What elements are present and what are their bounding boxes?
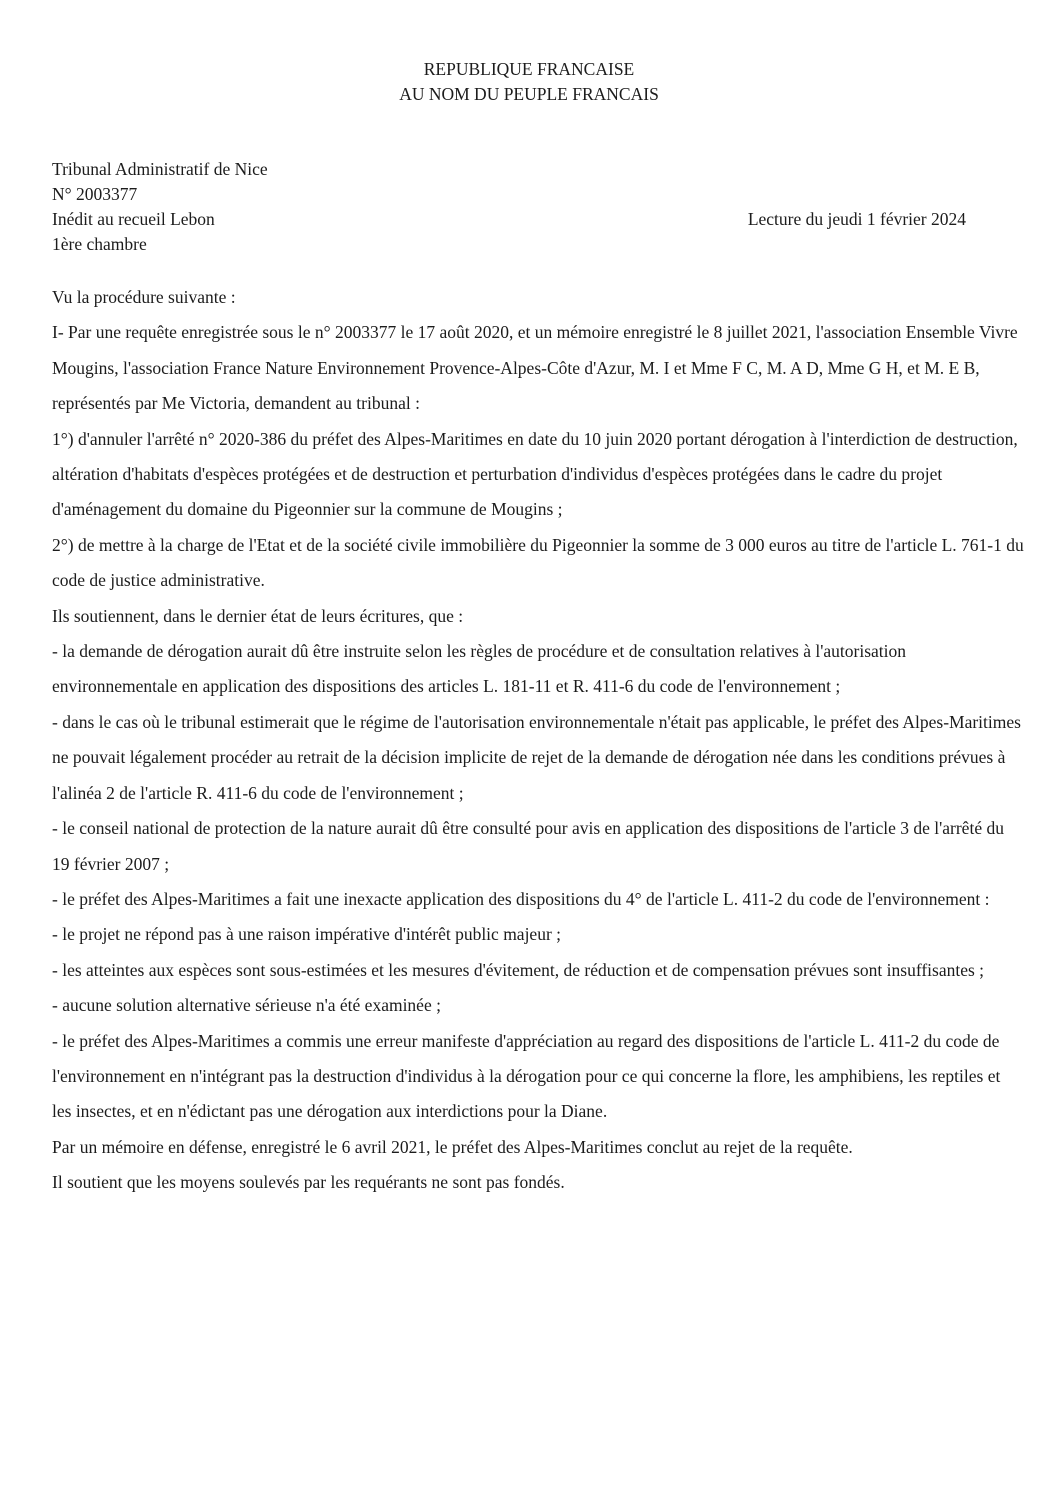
body-paragraph: Il soutient que les moyens soulevés par les requérants ne sont pas fondés. [52, 1172, 565, 1193]
body-paragraph: 1°) d'annuler l'arrêté n° 2020-386 du préfet des Alpes-Maritimes en date du 10 juin 2020 portant dérogation à l'interdiction de destruction, altération d'habitats d'espèces protégées et de destruction et perturbation d'individus d'espèces protégées dans le cadre du projet d'aménagement du domaine du Pigeonnier sur la commune de Mougins ; [52, 428, 1018, 520]
document-body [52, 280, 1024, 1201]
document-header [0, 57, 1058, 107]
body-paragraph: - le conseil national de protection de la nature aurait dû être consulté pour avis en application des dispositions de l'article 3 de l'arrêté du 19 février 2007 ; [52, 818, 1004, 874]
body-paragraph: 2°) de mettre à la charge de l'Etat et de la société civile immobilière du Pigeonnier la somme de 3 000 euros au titre de l'article L. 761-1 du code de justice administrative. [52, 534, 1024, 591]
body-paragraph: - aucune solution alternative sérieuse n'a été examinée ; [52, 995, 441, 1016]
body-paragraph: - la demande de dérogation aurait dû être instruite selon les règles de procédure et de consultation relatives à l'autorisation environnementale en application des dispositions des articles L. 181-11 et R. 411-6 du code de l'environnement ; [52, 641, 907, 697]
case-number: N° 2003377 [52, 184, 138, 204]
court-name: Tribunal Administratif de Nice [52, 159, 268, 179]
body-paragraph: - dans le cas où le tribunal estimerait que le régime de l'autorisation environnementale n'était pas applicable, le préfet des Alpes-Maritimes ne pouvait légalement procéder au retrait de la décision implicite de rejet de la demande de dérogation née dans les conditions prévues à l'alinéa 2 de l'article R. 411-6 du code de l'environnement ; [52, 711, 1021, 803]
body-paragraph: - les atteintes aux espèces sont sous-estimées et les mesures d'évitement, de réduction et de compensation prévues sont insuffisantes ; [52, 959, 985, 980]
body-paragraph: - le préfet des Alpes-Maritimes a commis une erreur manifeste d'appréciation au regard des dispositions de l'article L. 411-2 du code de l'environnement en n'intégrant pas la destruction d'individus à la dérogation pour ce qui concerne la flore, les amphibiens, les reptiles et les insectes, et en n'édictant pas une dérogation aux interdictions pour la Diane. [52, 1030, 1001, 1122]
republic-title: REPUBLIQUE FRANCAISE [423, 59, 635, 79]
body-paragraph: Par un mémoire en défense, enregistré le 6 avril 2021, le préfet des Alpes-Maritimes conclut au rejet de la requête. [52, 1136, 853, 1157]
body-paragraph: Vu la procédure suivante : [52, 287, 236, 307]
body-paragraph: - le projet ne répond pas à une raison impérative d'intérêt public majeur ; [52, 924, 562, 945]
body-paragraph: - le préfet des Alpes-Maritimes a fait une inexacte application des dispositions du 4° de l'article L. 411-2 du code de l'environnement : [52, 888, 990, 909]
reading-date: Lecture du jeudi 1 février 2024 [747, 209, 966, 229]
publication-status: Inédit au recueil Lebon [52, 209, 215, 229]
case-info-block [52, 157, 966, 257]
body-paragraph: Ils soutiennent, dans le dernier état de leurs écritures, que : [52, 605, 464, 626]
chamber: 1ère chambre [52, 234, 147, 254]
body-paragraph: I- Par une requête enregistrée sous le n° 2003377 le 17 août 2020, et un mémoire enregistré le 8 juillet 2021, l'association Ensemble Vivre Mougins, l'association France Nature Environnement Provence-Alpes-Côte d'Azur, M. I et Mme F C, M. A D, Mme G H, et M. E B, représentés par Me Victoria, demandent au tribunal : [52, 322, 1018, 414]
people-title: AU NOM DU PEUPLE FRANCAIS [399, 84, 659, 104]
publication-row [52, 207, 966, 232]
